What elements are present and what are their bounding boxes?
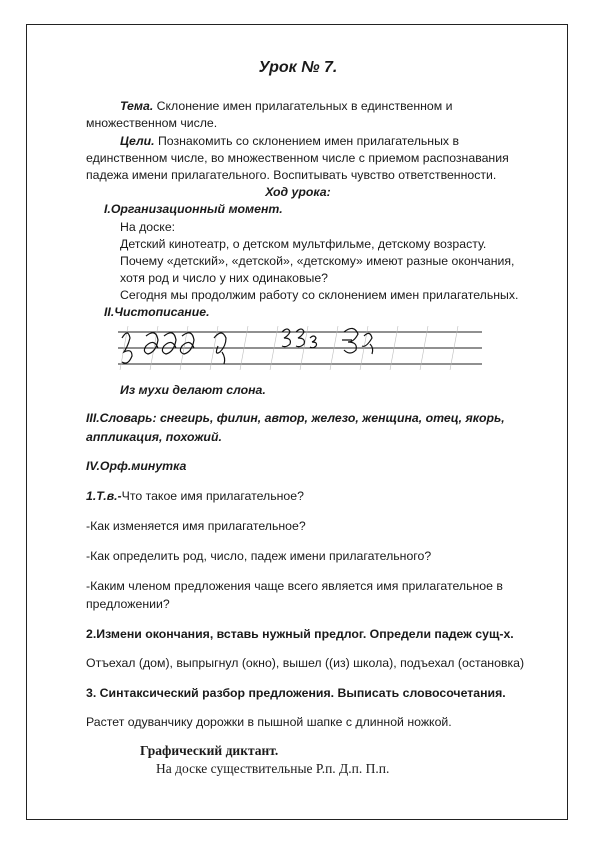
goals-line-1 bbox=[120, 133, 459, 149]
question-1-label: 1.Т.в.- bbox=[86, 489, 122, 503]
topic-line-1 bbox=[120, 98, 453, 114]
topic-label: Тема. bbox=[120, 99, 154, 113]
lesson-flow-heading: Ход урока: bbox=[265, 185, 331, 199]
goals-line-2: единственном числе, во множественном числе с приемом распознавания bbox=[86, 151, 509, 165]
dictation-heading: Графический диктант. bbox=[140, 743, 279, 758]
page-title: Урок № 7. bbox=[258, 59, 338, 76]
section-2-heading: II.Чистописание. bbox=[104, 305, 210, 319]
dictation-text: На доске существительные Р.п. Д.п. П.п. bbox=[156, 761, 390, 776]
section-1-line: Детский кинотеатр, о детском мультфильме, детскому возрасту. bbox=[120, 237, 487, 251]
vocabulary-line-1: III.Словарь: снегирь, филин, автор, железо, женщина, отец, якорь, bbox=[86, 411, 505, 425]
question-4-line-1: -Каким членом предложения чаще всего является имя прилагательное в bbox=[86, 579, 503, 593]
topic-line-2: множественном числе. bbox=[86, 116, 218, 130]
question-3: -Как определить род, число, падеж имени прилагательного? bbox=[86, 549, 432, 563]
cursive-letters-sample bbox=[118, 318, 482, 376]
task-2-heading: 2.Измени окончания, вставь нужный предлог. Определи падеж сущ-х. bbox=[86, 627, 514, 641]
topic-text-1: Склонение имен прилагательных в единственном и bbox=[156, 99, 453, 113]
question-4-line-2: предложении? bbox=[86, 597, 170, 611]
section-1-line: Сегодня мы продолжим работу со склонением имен прилагательных. bbox=[120, 288, 519, 302]
section-1-line: хотя род и число у них одинаковые? bbox=[120, 271, 329, 285]
proverb: Из мухи делают слона. bbox=[120, 383, 266, 397]
goals-text-1: Познакомить со склонением имен прилагательных в bbox=[157, 134, 460, 148]
section-1-line: Почему «детский», «детской», «детскому» имеют разные окончания, bbox=[120, 254, 515, 268]
question-1 bbox=[86, 488, 304, 504]
task-3-heading: 3. Синтаксический разбор предложения. Выписать словосочетания. bbox=[86, 686, 506, 700]
goals-label: Цели. bbox=[120, 134, 155, 148]
question-1-text: Что такое имя прилагательное? bbox=[121, 489, 304, 503]
task-3-text: Растет одуванчику дорожки в пышной шапке с длинной ножкой. bbox=[86, 715, 452, 729]
task-2-text: Отъехал (дом), выпрыгнул (окно), вышел ((из) школа), подъехал (остановка) bbox=[86, 656, 525, 670]
section-1-heading: I.Организационный момент. bbox=[104, 202, 283, 216]
vocabulary-line-2: аппликация, похожий. bbox=[86, 430, 222, 444]
goals-line-3: падежа имени прилагательного. Воспитывать чувство ответственности. bbox=[86, 168, 497, 182]
section-4-heading: IV.Орф.минутка bbox=[86, 459, 187, 473]
section-1-line: На доске: bbox=[120, 220, 176, 234]
question-2: -Как изменяется имя прилагательное? bbox=[86, 519, 306, 533]
